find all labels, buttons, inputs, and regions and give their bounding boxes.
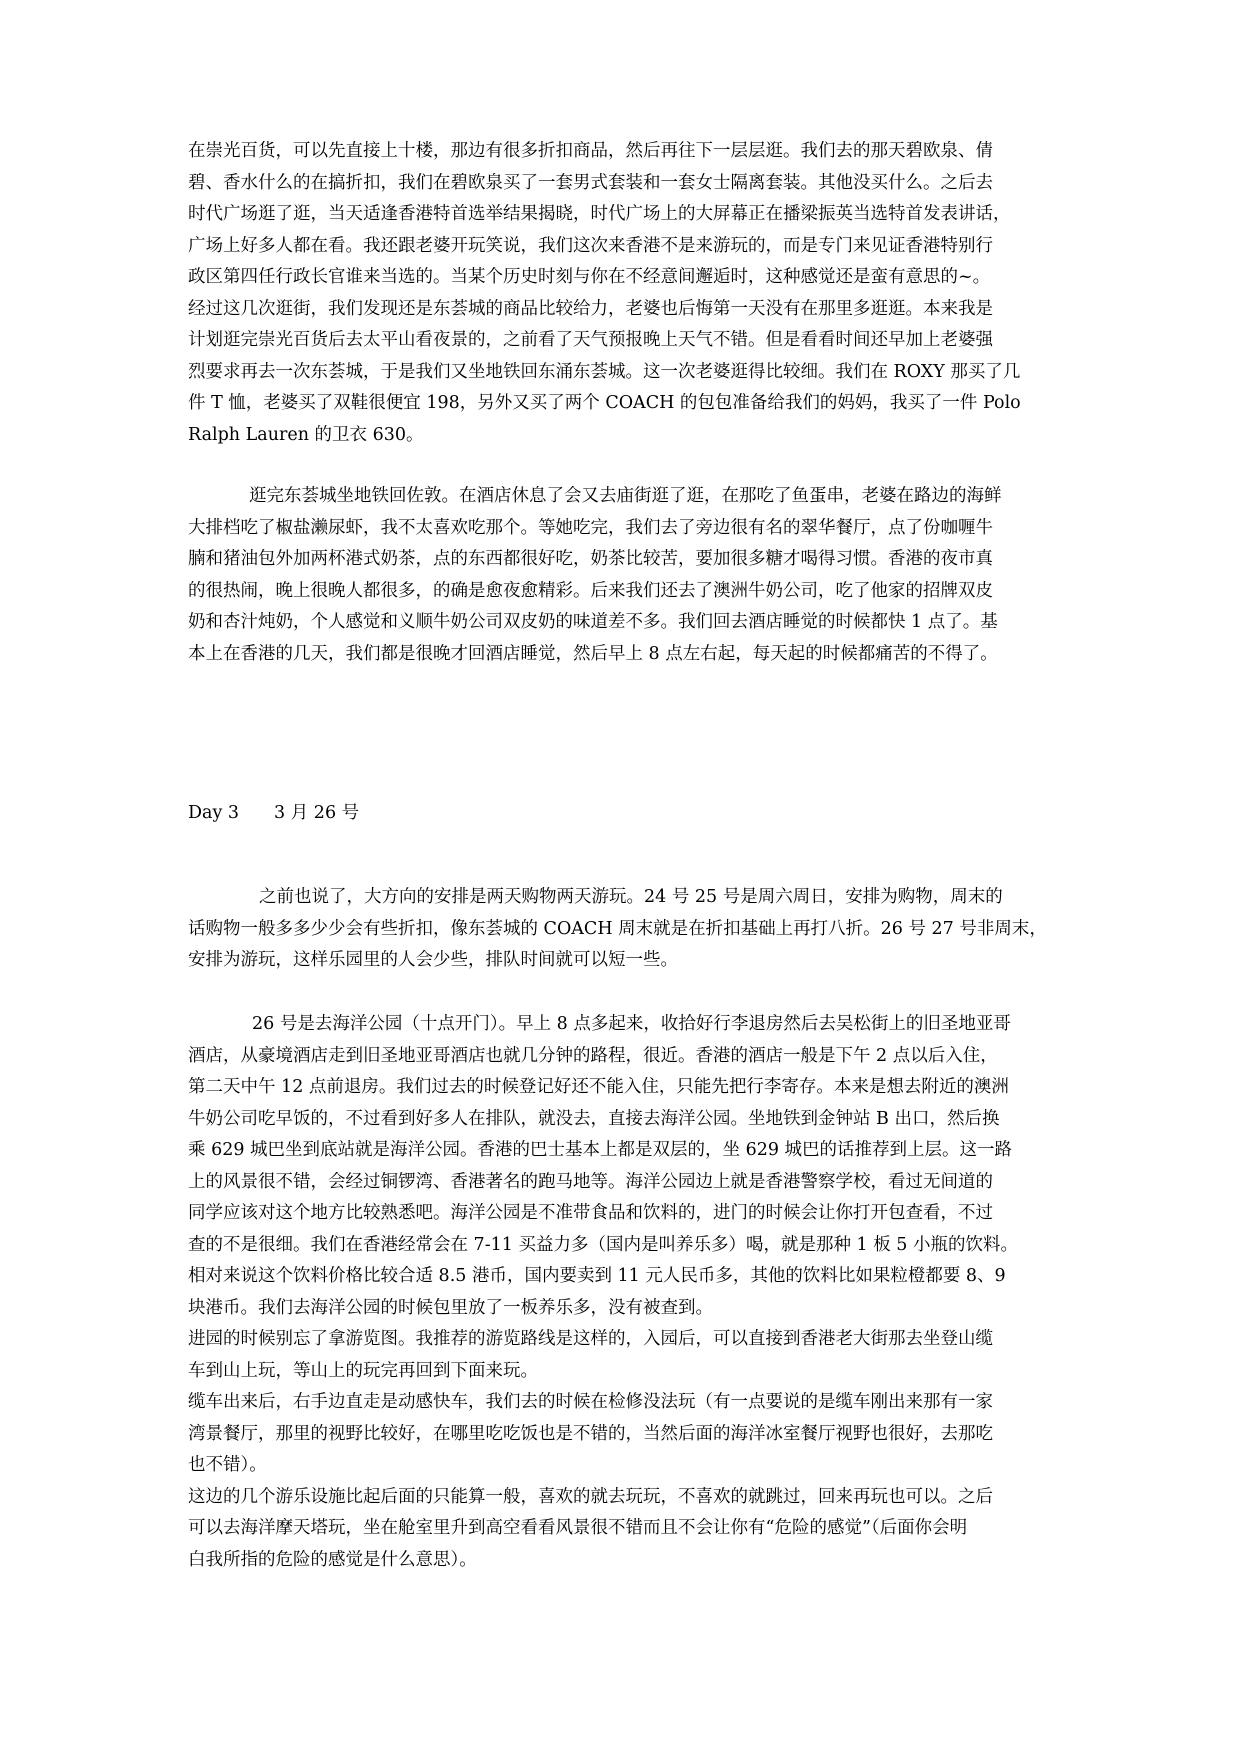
text-line: 烈要求再去一次东荟城，于是我们又坐地铁回东涌东荟城。这一次老婆逛得比较细。我们在 ROXY 那买了几 [188,361,1021,382]
text-line: 之前也说了，大方向的安排是两天购物两天游玩。24 号 25 号是周六周日，安排为购物，周末的 [259,887,1003,907]
text-line: 也不错）。 [188,1455,267,1475]
paragraph-plan [188,882,1058,977]
text-line: 的很热闹，晚上很晚人都很多，的确是愈夜愈精彩。后来我们还去了澳洲牛奶公司，吃了他家的招牌双皮 [188,580,993,601]
text-line: 大排档吃了椒盐濑尿虾，我不太喜欢吃那个。等她吃完，我们去了旁边很有名的翠华餐厅，点了份咖喱牛 [188,517,993,538]
text-line: 块港币。我们去海洋公园的时候包里放了一板养乐多，没有被查到。 [188,1297,713,1318]
text-line: Ralph Lauren 的卫衣 630。 [188,424,424,445]
text-line: 这边的几个游乐设施比起后面的只能算一般，喜欢的就去玩玩，不喜欢的就跳过，回来再玩也可以。之后 [188,1486,993,1507]
text-line: 缆车出来后，右手边直走是动感快车，我们去的时候在检修没法玩（有一点要说的是缆车刚出来那有一家 [188,1392,993,1412]
text-line: 同学应该对这个地方比较熟悉吧。海洋公园是不准带食品和饮料的，进门的时候会让你打开包查看，不过 [188,1203,993,1223]
paragraph-night-market [188,481,1058,670]
text-line: 逛完东荟城坐地铁回佐敦。在酒店休息了会又去庙街逛了逛，在那吃了鱼蛋串，老婆在路边的海鲜 [249,486,1002,506]
text-line: 奶和杏汁炖奶，个人感觉和义顺牛奶公司双皮奶的味道差不多。我们回去酒店睡觉的时候都快 1 点了。基 [188,612,998,632]
text-line: 湾景餐厅，那里的视野比较好，在哪里吃吃饭也是不错的，当然后面的海洋冰室餐厅视野也很好，去那吃 [188,1423,993,1444]
text-line: 在崇光百货，可以先直接上十楼，那边有很多折扣商品，然后再往下一层层逛。我们去的那天碧欧泉、倩 [188,141,993,161]
text-line: 话购物一般多多少少会有些折扣，像东荟城的 COACH 周末就是在折扣基础上再打八折。26 号 27 号非周末， [188,918,1047,939]
day-heading [188,798,1058,830]
text-line: 进园的时候别忘了拿游览图。我推荐的游览路线是这样的，入园后，可以直接到香港老大街那去坐登山缆 [188,1329,993,1349]
text-line: 26 号是去海洋公园（十点开门）。早上 8 点多起来，收拾好行李退房然后去吴松街上的旧圣地亚哥 [252,1014,1011,1034]
text-line: 相对来说这个饮料价格比较合适 8.5 港币，国内要卖到 11 元人民币多，其他的饮料比如果粒橙都要 8、9 [188,1266,1006,1286]
text-line: 件 T 恤，老婆买了双鞋很便宜 198，另外又买了两个 COACH 的包包准备给我们的妈妈，我买了一件 Polo [188,393,1021,413]
text-line: 腩和猪油包外加两杯港式奶茶，点的东西都很好吃，奶茶比较苦，要加很多糖才喝得习惯。香港的夜市真 [188,549,993,569]
text-line: 政区第四任行政长官谁来当选的。当某个历史时刻与你在不经意间邂逅时，这种感觉还是蛮有意思的~。 [188,267,991,287]
text-line: 查的不是很细。我们在香港经常会在 7-11 买益力多（国内是叫养乐多）喝，就是那种 1 板 5 小瓶的饮料。 [188,1234,1018,1255]
text-line: 计划逛完崇光百货后去太平山看夜景的，之前看了天气预报晚上天气不错。但是看看时间还早加上老婆强 [188,330,993,350]
paragraph-ocean-park [188,1009,1058,1576]
text-line: 牛奶公司吃早饭的，不过看到好多人在排队，就没去，直接去海洋公园。坐地铁到金钟站 B 出口，然后换 [188,1108,1000,1129]
text-line: 上的风景很不错，会经过铜锣湾、香港著名的跑马地等。海洋公园边上就是香港警察学校，看过无间道的 [188,1171,993,1192]
text-line: 乘 629 城巴坐到底站就是海洋公园。香港的巴士基本上都是双层的，坐 629 城巴的话推荐到上层。这一路 [188,1140,1013,1160]
text-line: 安排为游玩，这样乐园里的人会少些，排队时间就可以短一些。 [188,950,678,970]
text-line: 经过这几次逛街，我们发现还是东荟城的商品比较给力，老婆也后悔第一天没有在那里多逛逛。本来我是 [188,298,993,319]
text-line: 时代广场逛了逛，当天适逢香港特首选举结果揭晓，时代广场上的大屏幕正在播梁振英当选特首发表讲话， [188,204,1011,224]
text-line: 碧、香水什么的在搞折扣，我们在碧欧泉买了一套男式套装和一套女士隔离套装。其他没买什么。之后去 [188,172,993,193]
text-line: 第二天中午 12 点前退房。我们过去的时候登记好还不能入住，只能先把行李寄存。本来是想去附近的澳洲 [188,1077,1009,1097]
text-line: 车到山上玩，等山上的玩完再回到下面来玩。 [188,1360,538,1381]
paragraph-shopping [188,136,1058,451]
text-line: 广场上好多人都在看。我还跟老婆开玩笑说，我们这次来香港不是来游玩的，而是专门来见证香港特别行 [188,235,993,256]
text-line: 白我所指的危险的感觉是什么意思）。 [188,1549,477,1570]
day-heading-text: Day 3 3 月 26 号 [188,803,360,823]
text-line: 本上在香港的几天，我们都是很晚才回酒店睡觉，然后早上 8 点左右起，每天起的时候都痛苦的不得了。 [188,643,998,664]
text-line: 酒店，从豪境酒店走到旧圣地亚哥酒店也就几分钟的路程，很近。香港的酒店一般是下午 2 点以后入住， [188,1045,998,1066]
text-line: 可以去海洋摩天塔玩，坐在舱室里升到高空看看风景很不错而且不会让你有“危险的感觉”（后面你会明 [188,1518,968,1538]
